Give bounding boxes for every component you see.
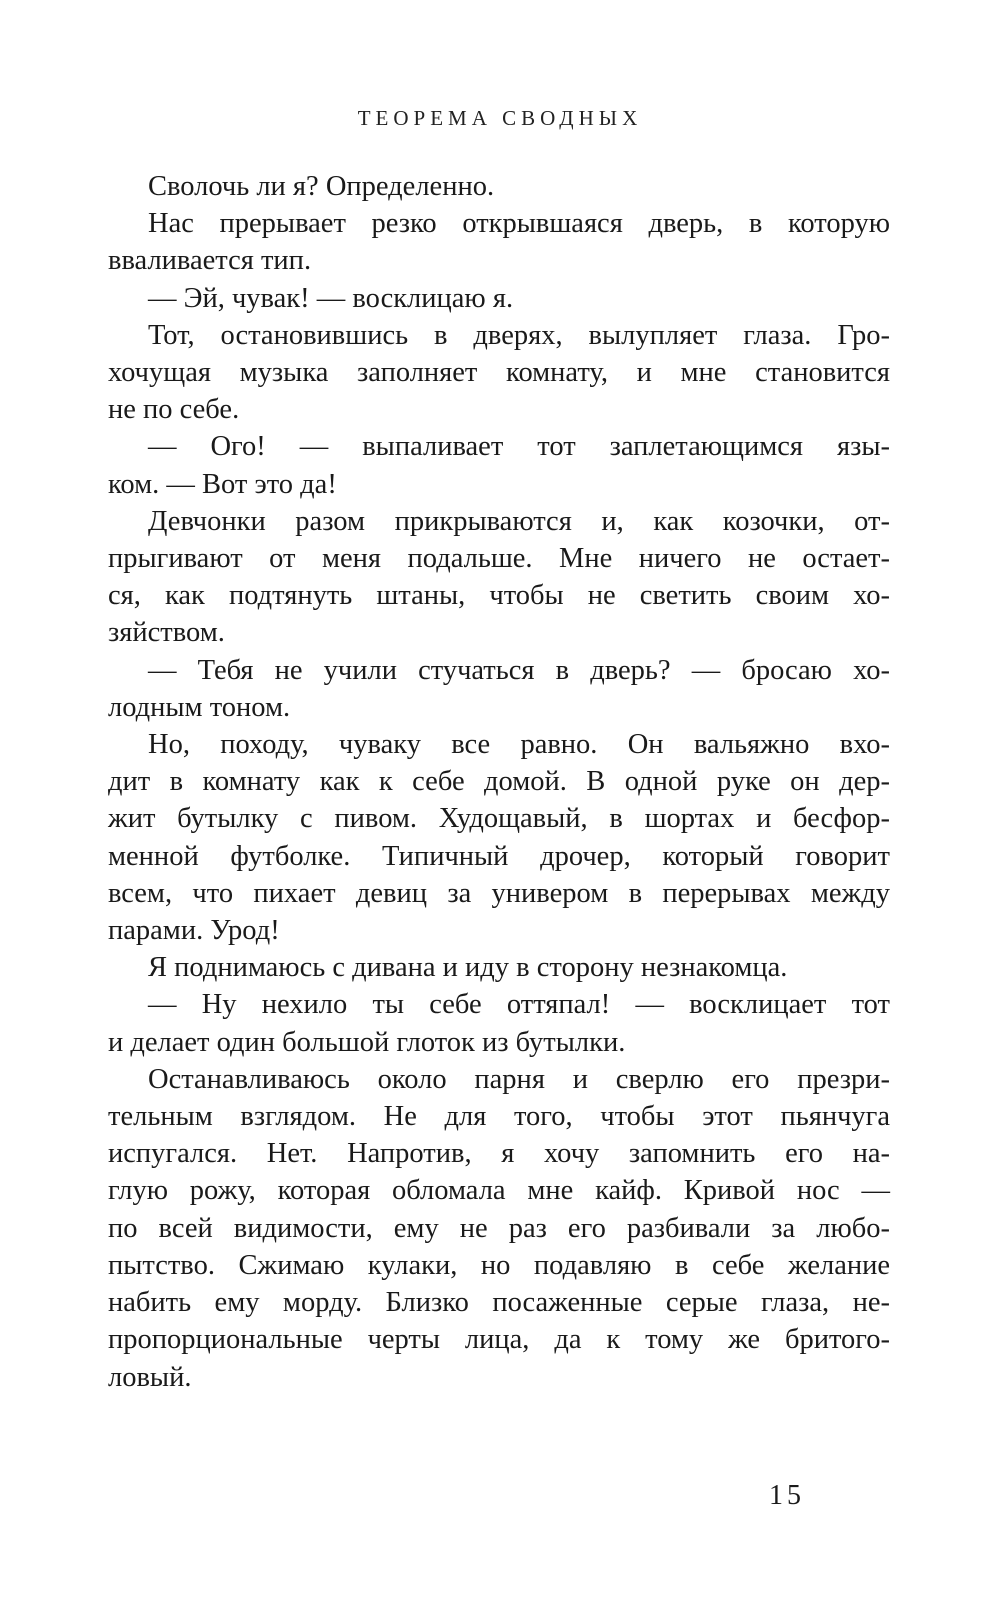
text-line: испугался. Нет. Напротив, я хочу запомнить его на- <box>108 1138 890 1170</box>
text-line: тельным взглядом. Не для того, чтобы этот пьянчуга <box>108 1101 890 1133</box>
text-line: Нас прерывает резко открывшаяся дверь, в которую <box>148 208 890 240</box>
text-line: — Ну нехило ты себе оттяпал! — восклицает тот <box>148 989 890 1021</box>
page-number: 15 <box>769 1480 805 1511</box>
text-line: лодным тоном. <box>108 691 291 723</box>
text-line: дит в комнату как к себе домой. В одной руке он дер- <box>108 766 890 798</box>
text-line: прыгивают от меня подальше. Мне ничего не остает- <box>108 543 890 575</box>
text-line: — Ого! — выпаливает тот заплетающимся язы- <box>148 431 890 463</box>
text-line: ловый. <box>108 1361 192 1393</box>
text-line: ком. — Вот это да! <box>108 468 337 500</box>
text-line: набить ему морду. Близко посаженные серые глаза, не- <box>108 1287 890 1319</box>
text-line: Девчонки разом прикрываются и, как козочки, от- <box>148 505 890 537</box>
text-line: по всей видимости, ему не раз его разбивали за любо- <box>108 1212 890 1244</box>
text-line: Я поднимаюсь с дивана и иду в сторону незнакомца. <box>148 952 788 984</box>
body-text <box>108 168 890 1396</box>
text-line: Тот, остановившись в дверях, вылупляет глаза. Гро- <box>148 319 890 351</box>
text-line: глую рожу, которая обломала мне кайф. Кривой нос — <box>108 1175 890 1207</box>
text-line: пропорциональные черты лица, да к тому же бритого- <box>108 1324 890 1356</box>
text-line: всем, что пихает девиц за универом в перерывах между <box>108 877 890 909</box>
text-line: парами. Урод! <box>108 915 280 947</box>
text-line: — Эй, чувак! — восклицаю я. <box>148 282 514 314</box>
text-line: Останавливаюсь около парня и сверлю его презри- <box>148 1063 890 1095</box>
text-line: вваливается тип. <box>108 245 312 277</box>
text-line: Но, походу, чуваку все равно. Он вальяжно вхо- <box>148 729 890 761</box>
text-line: хочущая музыка заполняет комнату, и мне становится <box>108 357 890 389</box>
text-line: пытство. Сжимаю кулаки, но подавляю в себе желание <box>108 1249 890 1281</box>
text-line: — Тебя не учили стучаться в дверь? — бросаю хо- <box>148 654 890 686</box>
text-line: не по себе. <box>108 394 240 426</box>
running-header: ТЕОРЕМА СВОДНЫХ <box>357 106 643 130</box>
text-line: ся, как подтянуть штаны, чтобы не светить своим хо- <box>108 580 890 612</box>
text-line: менной футболке. Типичный дрочер, который говорит <box>108 840 890 872</box>
text-line: жит бутылку с пивом. Худощавый, в шортах и бесфор- <box>108 803 890 835</box>
text-line: Сволочь ли я? Определенно. <box>148 171 495 202</box>
text-line: и делает один большой глоток из бутылки. <box>108 1026 626 1058</box>
text-line: зяйством. <box>108 617 225 649</box>
